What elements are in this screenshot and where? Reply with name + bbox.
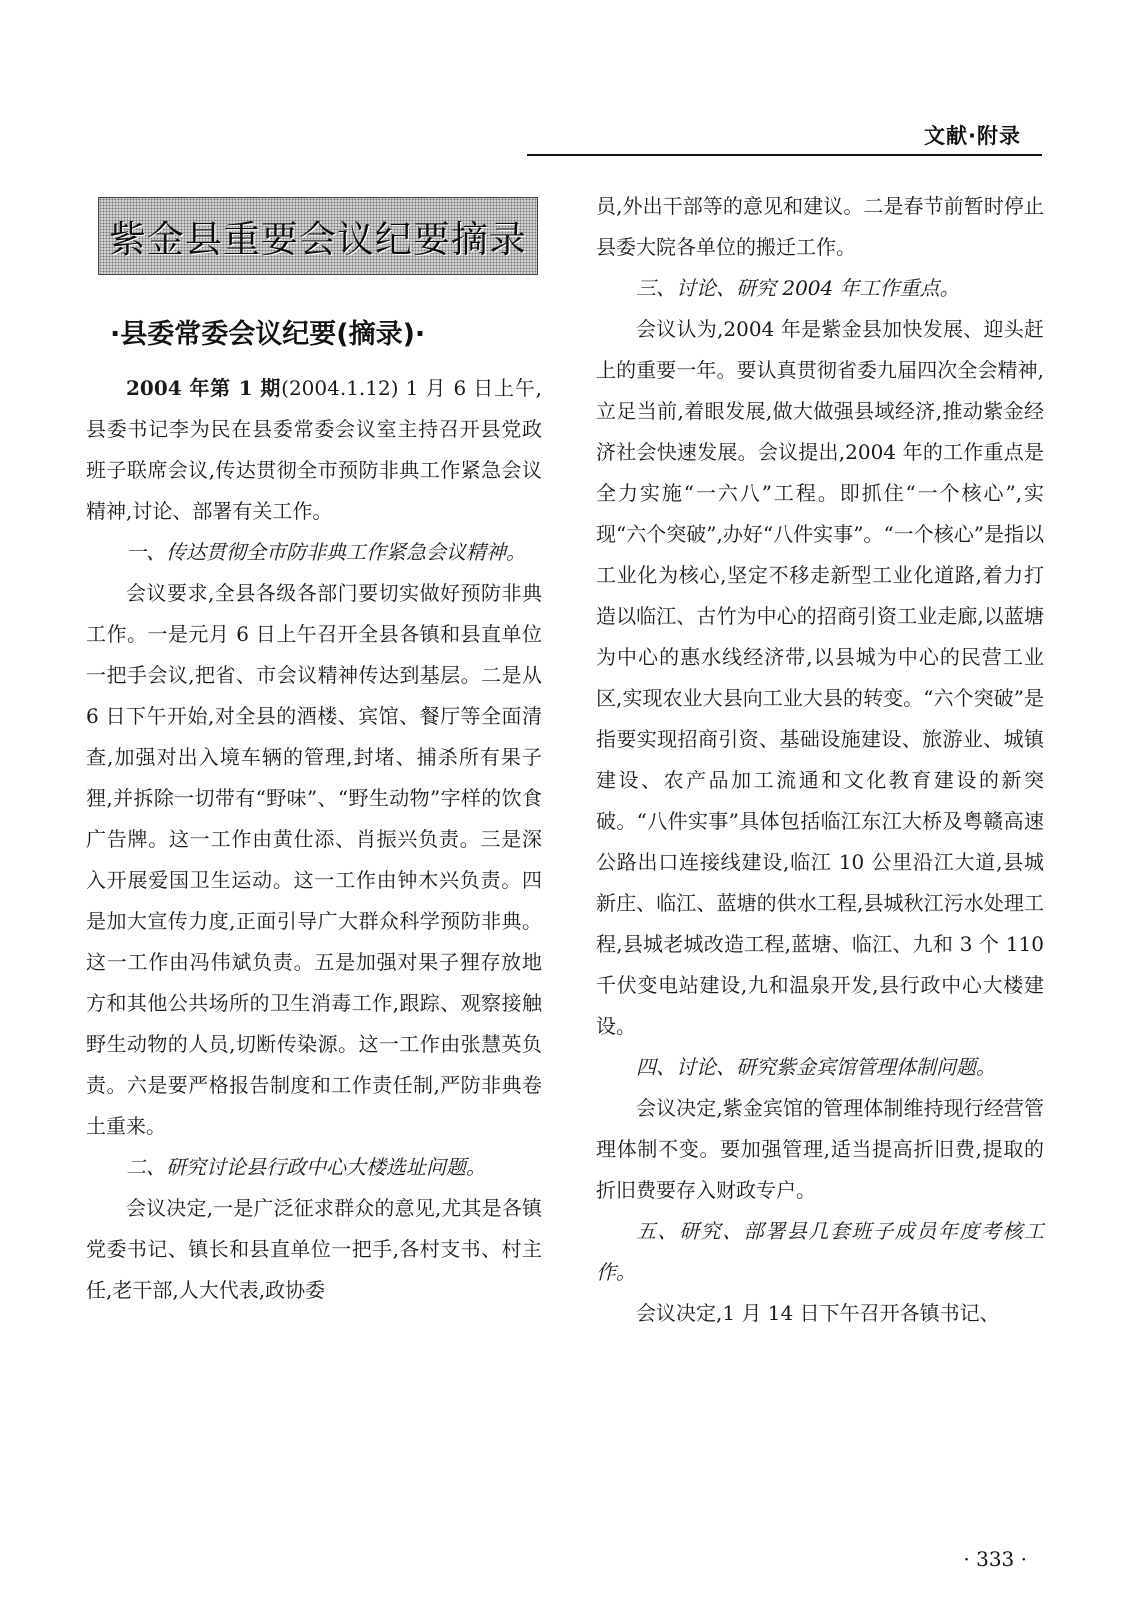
section-heading-3: 三、讨论、研究 2004 年工作重点。	[636, 276, 960, 300]
body-paragraph: 会议认为,2004 年是紫金县加快发展、迎头赶上的重要一年。要认真贯彻省委九届四次全会精神,立足当前,着眼发展,做大做强县域经济,推动紫金经济社会快速发展。会议提出,2004 年的工作重点是全力实施“一六八”工程。即抓住“一个核心”,实现“六个突破”,办好“八件实事”。“一个核心”是指以工业化为核心,坚定不移走新型工业化道路,着力打造以临江、古竹为中心的招商引资工业走廊,以蓝塘为中心的惠水线经济带,以县城为中心的民营工业区,实现农业大县向工业大县的转变。“六个突破”是指要实现招商引资、基础设施建设、旅游业、城镇建设、农产品加工流通和文化教育建设的新突破。“八件实事”具体包括临江东江大桥及粤赣高速公路出口连接线建设,临江 10 公里沿江大道,县城新庄、临江、蓝塘的供水工程,县城秋江污水处理工程,县城老城改造工程,蓝塘、临江、九和 3 个 110 千伏变电站建设,九和温泉开发,县行政中心大楼建设。	[596, 317, 1044, 1038]
intro-paragraph	[86, 368, 542, 532]
body-paragraph-continued: 员,外出干部等的意见和建议。二是春节前暂时停止县委大院各单位的搬迁工作。	[596, 194, 1044, 259]
header-rule	[527, 154, 1042, 156]
body-paragraph: 会议决定,1 月 14 日下午召开各镇书记、	[636, 1301, 1000, 1325]
section-heading-5: 五、研究、部署县几套班子成员年度考核工作。	[596, 1219, 1044, 1284]
section-heading-2: 二、研究讨论县行政中心大楼选址问题。	[126, 1155, 486, 1179]
body-paragraph: 会议决定,一是广泛征求群众的意见,尤其是各镇党委书记、镇长和县直单位一把手,各村支书、村主任,老干部,人大代表,政协委	[86, 1196, 542, 1302]
page-number: · 333 ·	[963, 1547, 1027, 1571]
body-paragraph: 会议决定,紫金宾馆的管理体制维持现行经营管理体制不变。要加强管理,适当提高折旧费,提取的折旧费要存入财政专户。	[596, 1096, 1044, 1202]
banner-title: 紫金县重要会议纪要摘录	[109, 218, 527, 261]
body-paragraph: 会议要求,全县各级各部门要切实做好预防非典工作。一是元月 6 日上午召开全县各镇和县直单位一把手会议,把省、市会议精神传达到基层。二是从 6 日下午开始,对全县的酒楼、宾馆、餐厅等全面清查,加强对出入境车辆的管理,封堵、捕杀所有果子狸,并拆除一切带有“野味”、“野生动物”字样的饮食广告牌。这一工作由黄仕添、肖振兴负责。三是深入开展爱国卫生运动。这一工作由钟木兴负责。四是加大宣传力度,正面引导广大群众科学预防非典。这一工作由冯伟斌负责。五是加强对果子狸存放地方和其他公共场所的卫生消毒工作,跟踪、观察接触野生动物的人员,切断传染源。这一工作由张慧英负责。六是要严格报告制度和工作责任制,严防非典卷土重来。	[86, 581, 542, 1138]
subtitle: ·县委常委会议纪要(摘录)·	[110, 319, 426, 350]
issue-label: 2004 年第 1 期	[126, 376, 282, 400]
section-header: 文献·附录	[924, 124, 1021, 148]
right-column	[596, 186, 1044, 1334]
issue-date: (2004.1.12)	[281, 376, 399, 400]
intro-text: 1 月 6 日上午,县委书记李为民在县委常委会议室主持召开县党政班子联席会议,传达贯彻全市预防非典工作紧急会议精神,讨论、部署有关工作。	[86, 376, 542, 523]
left-column	[86, 368, 542, 1311]
section-heading-4: 四、讨论、研究紫金宾馆管理体制问题。	[636, 1055, 996, 1079]
title-banner	[98, 197, 538, 275]
section-heading-1: 一、传达贯彻全市防非典工作紧急会议精神。	[126, 540, 526, 564]
